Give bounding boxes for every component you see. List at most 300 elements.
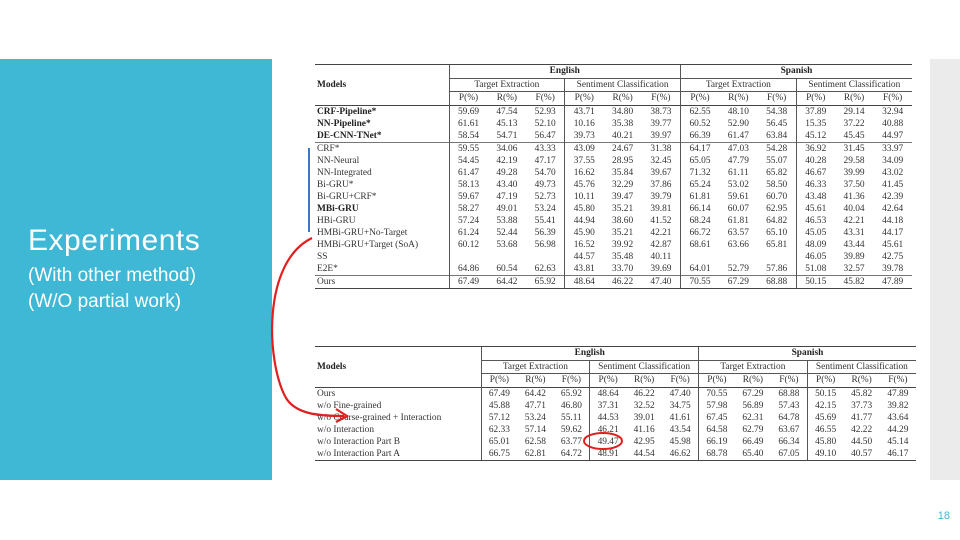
table-cell: 64.78 xyxy=(778,412,800,423)
model-name: w/o Interaction Part B xyxy=(317,436,401,447)
table-cell: 37.86 xyxy=(650,179,672,190)
table-cell: 28.95 xyxy=(612,155,634,166)
table-cell: 67.29 xyxy=(719,275,758,288)
table-cell: 43.40 xyxy=(496,179,518,190)
table-cell: 47.79 xyxy=(727,155,749,166)
table-cell: 43.02 xyxy=(882,167,904,178)
table-cell: 40.04 xyxy=(843,203,865,214)
table-row xyxy=(315,239,912,251)
table-cell: 59.61 xyxy=(727,191,749,202)
table-cell: 56.98 xyxy=(534,239,556,250)
table-cell: 38.73 xyxy=(642,105,681,118)
table-cell: 33.70 xyxy=(612,263,634,274)
table-row xyxy=(315,436,916,448)
table-row xyxy=(315,263,912,276)
table-cell: 66.72 xyxy=(680,227,719,239)
table-cell: 39.77 xyxy=(650,118,672,129)
table-cell: 42.22 xyxy=(851,424,873,435)
table-row xyxy=(315,412,916,424)
table-cell: 35.38 xyxy=(612,118,634,129)
table-cell: 44.97 xyxy=(882,130,904,141)
table-cell: 49.01 xyxy=(496,203,518,214)
table-cell: 54.71 xyxy=(496,130,518,141)
model-name: NN-Neural xyxy=(317,155,360,166)
table-cell: 46.80 xyxy=(560,400,582,411)
table-cell: 46.05 xyxy=(796,251,835,263)
table-cell: 35.21 xyxy=(612,203,634,214)
table-cell: 34.75 xyxy=(669,400,691,411)
table-cell: 45.14 xyxy=(887,436,909,447)
table-cell: 44.50 xyxy=(851,436,873,447)
table-cell: 39.92 xyxy=(612,239,634,250)
table-cell: 45.82 xyxy=(844,387,880,400)
table-cell: 66.19 xyxy=(699,436,735,448)
table-cell: 63.77 xyxy=(560,436,582,447)
table-cell: 10.16 xyxy=(565,118,604,130)
comparison-table xyxy=(315,64,912,289)
table-cell: 39.47 xyxy=(612,191,634,202)
table-cell: 65.81 xyxy=(766,239,788,250)
table-cell: 62.31 xyxy=(742,412,764,423)
table-cell: 47.89 xyxy=(873,275,912,288)
task-header: Sentiment Classification xyxy=(796,78,912,92)
lang-spanish: Spanish xyxy=(680,65,912,79)
table-cell: 47.19 xyxy=(496,191,518,202)
table-cell: 63.57 xyxy=(727,227,749,238)
table-cell: 67.29 xyxy=(735,387,771,400)
table-cell: 45.76 xyxy=(565,179,604,191)
model-name: Ours xyxy=(315,387,481,400)
table-cell: 68.24 xyxy=(680,215,719,227)
table-cell: 43.31 xyxy=(843,227,865,238)
table-cell: 55.11 xyxy=(561,412,582,423)
table-cell: 42.95 xyxy=(633,436,655,447)
task-header: Sentiment Classification xyxy=(590,360,699,374)
table-cell: 53.02 xyxy=(727,179,749,190)
table-cell: 52.73 xyxy=(534,191,556,202)
table-cell: 63.67 xyxy=(778,424,800,435)
table-cell: 68.88 xyxy=(771,387,807,400)
table-cell: 68.88 xyxy=(758,275,797,288)
metric-header: F(%) xyxy=(670,375,690,385)
table-cell xyxy=(758,251,797,263)
table-cell: 66.75 xyxy=(481,448,517,461)
metric-header: R(%) xyxy=(525,375,546,385)
table-cell: 45.80 xyxy=(565,203,604,215)
table-cell: 46.22 xyxy=(603,275,642,288)
model-name: E2E* xyxy=(317,263,338,274)
slide-subtitle-2: (W/O partial work) xyxy=(28,291,182,312)
table-cell: 53.24 xyxy=(524,412,546,423)
table-cell: 33.97 xyxy=(873,142,912,155)
table-cell: 55.41 xyxy=(534,215,556,226)
table-cell: 66.49 xyxy=(742,436,764,447)
table-cell: 52.79 xyxy=(727,263,749,274)
table-cell: 60.54 xyxy=(496,263,518,274)
table-cell: 57.12 xyxy=(481,412,517,424)
table-cell: 60.52 xyxy=(680,118,719,130)
table-cell: 29.14 xyxy=(835,105,874,118)
table-cell: 61.47 xyxy=(727,130,749,141)
task-header: Target Extraction xyxy=(699,360,808,374)
table-cell: 59.69 xyxy=(449,105,488,118)
table-cell: 70.55 xyxy=(699,387,735,400)
table-cell: 34.80 xyxy=(603,105,642,118)
table-cell: 41.52 xyxy=(650,215,672,226)
table-cell: 34.09 xyxy=(882,155,904,166)
table-cell: 58.50 xyxy=(766,179,788,190)
table-cell: 59.67 xyxy=(449,191,488,203)
table-cell: 57.86 xyxy=(766,263,788,274)
metric-header: P(%) xyxy=(796,92,835,106)
table-cell: 59.62 xyxy=(560,424,582,435)
table-cell: 29.58 xyxy=(843,155,865,166)
table-cell: 67.05 xyxy=(771,448,807,461)
model-name: Bi-GRU* xyxy=(317,179,354,190)
table-cell: 42.87 xyxy=(650,239,672,250)
model-name: CRF* xyxy=(315,142,449,155)
table-row xyxy=(315,191,912,203)
model-name: DE-CNN-TNet* xyxy=(317,130,382,141)
table-cell: 45.80 xyxy=(807,436,843,448)
lang-english: English xyxy=(449,65,680,79)
table-cell: 39.79 xyxy=(650,191,672,202)
table-row xyxy=(315,203,912,215)
table-cell: 42.21 xyxy=(843,215,865,226)
table-cell: 39.67 xyxy=(650,167,672,178)
table-cell: 57.24 xyxy=(449,215,488,227)
table-cell: 49.47 xyxy=(590,436,626,448)
table-cell: 43.33 xyxy=(526,142,565,155)
table-cell: 34.06 xyxy=(488,142,527,155)
side-strip xyxy=(930,59,960,480)
table-cell: 64.42 xyxy=(488,275,527,288)
table-cell xyxy=(719,251,758,263)
table-cell: 45.05 xyxy=(796,227,835,239)
table-cell: 64.17 xyxy=(680,142,719,155)
table-cell: 41.45 xyxy=(882,179,904,190)
table-cell: 47.89 xyxy=(880,387,916,400)
table-cell: 62.95 xyxy=(766,203,788,214)
model-name: HBi-GRU xyxy=(317,215,356,226)
table-cell: 65.01 xyxy=(481,436,517,448)
table-cell: 43.81 xyxy=(565,263,604,276)
table-cell: 35.48 xyxy=(612,251,634,262)
table-cell: 70.55 xyxy=(680,275,719,288)
table-cell: 66.14 xyxy=(680,203,719,215)
table-cell: 48.64 xyxy=(590,387,626,400)
table-cell: 67.49 xyxy=(449,275,488,288)
table-cell: 46.33 xyxy=(796,179,835,191)
table-cell: 61.61 xyxy=(449,118,488,130)
table-cell: 66.39 xyxy=(680,130,719,143)
table-cell: 37.22 xyxy=(843,118,865,129)
models-header: Models xyxy=(315,65,449,106)
table-cell: 45.45 xyxy=(843,130,865,141)
metric-header: F(%) xyxy=(651,93,671,103)
table-row xyxy=(315,179,912,191)
table-cell: 48.09 xyxy=(796,239,835,251)
table-cell: 31.38 xyxy=(642,142,681,155)
table-cell: 67.49 xyxy=(481,387,517,400)
model-name: w/o Interaction Part A xyxy=(315,448,481,461)
table-cell: 36.92 xyxy=(796,142,835,155)
table-row xyxy=(315,167,912,179)
page-number: 18 xyxy=(937,510,950,522)
model-name: NN-Integrated xyxy=(317,167,372,178)
table-cell: 62.79 xyxy=(742,424,764,435)
task-header: Sentiment Classification xyxy=(807,360,916,374)
table-cell: 45.12 xyxy=(796,130,835,143)
table-cell: 44.53 xyxy=(590,412,626,424)
table-cell: 65.92 xyxy=(554,387,590,400)
table-cell: 46.67 xyxy=(796,167,835,179)
metric-header: P(%) xyxy=(449,92,488,106)
metric-header: F(%) xyxy=(888,375,908,385)
task-header: Target Extraction xyxy=(449,78,565,92)
table-cell: 46.21 xyxy=(590,424,626,436)
table-cell: 65.10 xyxy=(766,227,788,238)
table-cell: 44.57 xyxy=(565,251,604,263)
table-cell: 41.16 xyxy=(633,424,655,435)
table-cell: 43.48 xyxy=(796,191,835,203)
table-row xyxy=(315,387,916,400)
table-cell: 45.61 xyxy=(796,203,835,215)
table-cell: 52.90 xyxy=(727,118,749,129)
model-name: Bi-GRU+CRF* xyxy=(317,191,377,202)
table-cell: 44.94 xyxy=(565,215,604,227)
table-cell: 49.10 xyxy=(807,448,843,461)
slide-subtitle-1: (With other method) xyxy=(28,265,196,286)
model-name: w/o Fine-grained xyxy=(317,400,382,411)
table-cell: 38.60 xyxy=(612,215,634,226)
table-row xyxy=(315,215,912,227)
model-name: CRF-Pipeline* xyxy=(315,105,449,118)
table-cell: 63.84 xyxy=(766,130,788,141)
table-cell: 54.38 xyxy=(758,105,797,118)
task-header: Target Extraction xyxy=(680,78,796,92)
table-cell: 59.55 xyxy=(449,142,488,155)
metric-header: R(%) xyxy=(633,375,655,385)
table-cell: 45.13 xyxy=(496,118,518,129)
table-cell: 62.55 xyxy=(680,105,719,118)
metric-header: R(%) xyxy=(742,375,764,385)
metric-header: R(%) xyxy=(851,375,872,385)
task-header: Target Extraction xyxy=(481,360,590,374)
table-cell: 39.78 xyxy=(882,263,904,274)
table-cell xyxy=(488,251,527,263)
metric-header: P(%) xyxy=(699,374,735,388)
table-cell: 52.93 xyxy=(526,105,565,118)
table-cell: 62.58 xyxy=(524,436,546,447)
table-cell: 39.82 xyxy=(887,400,909,411)
table-cell: 48.91 xyxy=(590,448,626,461)
table-row xyxy=(315,227,912,239)
table-cell: 40.28 xyxy=(796,155,835,167)
table-cell: 64.82 xyxy=(766,215,788,226)
models-header: Models xyxy=(315,347,481,388)
table-cell: 68.78 xyxy=(699,448,735,461)
table-cell: 61.81 xyxy=(727,215,749,226)
table-cell: 67.45 xyxy=(699,412,735,424)
metric-header: P(%) xyxy=(481,374,517,388)
model-name: NN-Pipeline* xyxy=(317,118,371,129)
table-cell xyxy=(449,251,488,263)
table-cell: 43.44 xyxy=(843,239,865,250)
table-row xyxy=(315,275,912,288)
table-cell: 46.22 xyxy=(626,387,662,400)
lang-english: English xyxy=(481,347,699,361)
table-cell: 58.54 xyxy=(449,130,488,143)
table-cell: 47.71 xyxy=(524,400,546,411)
table-cell: 45.69 xyxy=(807,412,843,424)
table-cell: 58.27 xyxy=(449,203,488,215)
table-cell: 51.08 xyxy=(796,263,835,276)
table-cell: 15.35 xyxy=(796,118,835,130)
table-cell: 64.58 xyxy=(699,424,735,436)
table-cell: 35.84 xyxy=(612,167,634,178)
metric-header: P(%) xyxy=(565,92,604,106)
table-row xyxy=(315,118,912,130)
table-cell: 16.62 xyxy=(565,167,604,179)
table-cell: 62.33 xyxy=(481,424,517,436)
table-cell: 40.88 xyxy=(882,118,904,129)
table-cell: 40.21 xyxy=(612,130,634,141)
metric-header: F(%) xyxy=(883,93,903,103)
metric-header: F(%) xyxy=(561,375,582,385)
table-row xyxy=(315,424,916,436)
table-cell: 49.28 xyxy=(496,167,518,178)
table-row xyxy=(315,142,912,155)
table-cell: 41.61 xyxy=(669,412,691,423)
table-cell: 43.09 xyxy=(565,142,604,155)
table-cell: 47.40 xyxy=(662,387,698,400)
table-cell: 37.89 xyxy=(796,105,835,118)
table-cell: 56.39 xyxy=(534,227,556,238)
table-cell: 62.81 xyxy=(517,448,553,461)
table-cell: 32.52 xyxy=(633,400,655,411)
table-cell: 44.29 xyxy=(887,424,909,435)
table-cell: 56.47 xyxy=(534,130,556,141)
table-cell: 43.54 xyxy=(669,424,691,435)
table-cell: 68.61 xyxy=(680,239,719,251)
table-cell: 60.12 xyxy=(449,239,488,251)
table-cell: 58.13 xyxy=(449,179,488,191)
table-cell: 46.17 xyxy=(880,448,916,461)
table-cell: 42.64 xyxy=(882,203,904,214)
table-cell: 39.73 xyxy=(565,130,604,143)
table-cell: 44.54 xyxy=(626,448,662,461)
ablation-table xyxy=(315,346,916,461)
model-name: SS xyxy=(317,251,328,262)
table-cell: 45.88 xyxy=(481,400,517,412)
table-cell: 65.82 xyxy=(766,167,788,178)
table-cell: 47.40 xyxy=(642,275,681,288)
table-cell: 46.55 xyxy=(807,424,843,436)
metric-header: R(%) xyxy=(612,93,633,103)
table-cell: 39.99 xyxy=(843,167,865,178)
model-name: w/o Interaction xyxy=(317,424,375,435)
table-cell: 64.86 xyxy=(449,263,488,276)
table-row xyxy=(315,448,916,461)
table-cell: 39.01 xyxy=(633,412,655,423)
table-cell: 39.97 xyxy=(650,130,672,141)
table-cell: 32.94 xyxy=(873,105,912,118)
table-cell: 37.55 xyxy=(565,155,604,167)
table-cell: 24.67 xyxy=(603,142,642,155)
table-cell: 64.42 xyxy=(517,387,553,400)
table-cell: 41.77 xyxy=(851,412,873,423)
table-cell: 46.62 xyxy=(662,448,698,461)
table-cell: 42.21 xyxy=(650,227,672,238)
table-cell: 65.92 xyxy=(526,275,565,288)
table-cell: 44.18 xyxy=(882,215,904,226)
metric-header: F(%) xyxy=(767,93,787,103)
table-cell: 39.81 xyxy=(650,203,672,214)
table-cell: 62.63 xyxy=(534,263,556,274)
table-cell: 42.15 xyxy=(807,400,843,412)
table-cell: 46.53 xyxy=(796,215,835,227)
metric-header: P(%) xyxy=(807,374,843,388)
task-header: Sentiment Classification xyxy=(565,78,681,92)
table-cell: 53.88 xyxy=(496,215,518,226)
table-cell: 55.07 xyxy=(766,155,788,166)
table-cell: 53.68 xyxy=(496,239,518,250)
table-cell: 61.47 xyxy=(449,167,488,179)
table-cell: 47.17 xyxy=(534,155,556,166)
table-cell: 61.11 xyxy=(727,167,749,178)
table-cell: 65.40 xyxy=(735,448,771,461)
lang-spanish: Spanish xyxy=(699,347,917,361)
table-cell: 50.15 xyxy=(807,387,843,400)
table-cell: 71.32 xyxy=(680,167,719,179)
table-cell: 63.66 xyxy=(727,239,749,250)
table-cell: 60.70 xyxy=(766,191,788,202)
table-cell: 61.24 xyxy=(449,227,488,239)
model-name: w/o Coarse-grained + Interaction xyxy=(317,412,442,423)
model-name: HMBi-GRU+No-Target xyxy=(317,227,408,238)
table-cell: 48.64 xyxy=(565,275,604,288)
table-cell: 54.45 xyxy=(449,155,488,167)
table-cell: 45.90 xyxy=(565,227,604,239)
table-cell: 40.57 xyxy=(844,448,880,461)
table-cell: 47.54 xyxy=(488,105,527,118)
table-cell: 35.21 xyxy=(612,227,634,238)
table-cell: 40.11 xyxy=(650,251,672,262)
table-cell: 66.34 xyxy=(778,436,800,447)
table-cell: 53.24 xyxy=(534,203,556,214)
table-cell: 39.89 xyxy=(843,251,865,262)
table-cell: 64.72 xyxy=(554,448,590,461)
table-cell: 43.71 xyxy=(565,105,604,118)
table-cell: 57.98 xyxy=(699,400,735,412)
metric-header: F(%) xyxy=(535,93,555,103)
metric-header: R(%) xyxy=(496,93,518,103)
table-cell: 56.45 xyxy=(766,118,788,129)
metric-header: F(%) xyxy=(779,375,799,385)
table-cell: 39.69 xyxy=(650,263,672,274)
table-cell: 37.31 xyxy=(590,400,626,412)
table-row xyxy=(315,105,912,118)
table-cell: 65.05 xyxy=(680,155,719,167)
table-cell xyxy=(526,251,565,263)
table-cell: 37.73 xyxy=(851,400,873,411)
metric-header: P(%) xyxy=(680,92,719,106)
table-cell: 45.98 xyxy=(669,436,691,447)
table-cell: 60.07 xyxy=(727,203,749,214)
table-cell: 32.29 xyxy=(612,179,634,190)
metric-header: R(%) xyxy=(843,93,865,103)
